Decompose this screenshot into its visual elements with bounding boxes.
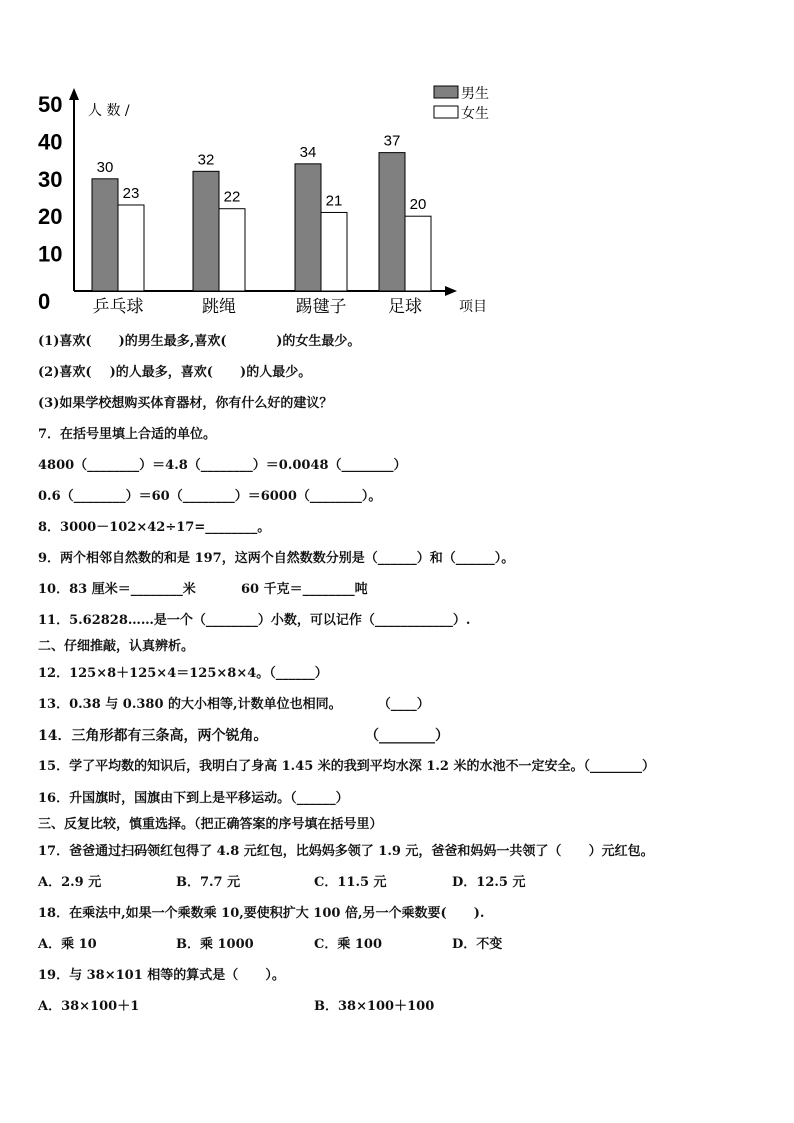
question-7: 7．在括号里填上合适的单位。: [38, 427, 217, 442]
data-label-boys-2: 34: [299, 143, 317, 161]
question-9: 9．两个相邻自然数的和是 197，这两个自然数数分别是（______）和（______）。: [38, 551, 515, 566]
question-17: 17．爸爸通过扫码领红包得了 4.8 元红包，比妈妈多领了 1.9 元，爸爸和妈妈一共领了（ ）元红包。: [38, 844, 654, 859]
question-7-line-1: 4800（________）＝4.8（________）＝0.0048（________）: [38, 458, 407, 473]
section-2-heading: 二、仔细推敲，认真辨析。: [38, 639, 195, 654]
y-tick-label-5: 50: [38, 92, 63, 117]
data-label-girls-0: 23: [122, 184, 140, 202]
x-tick-label-0: 乒乓球: [92, 297, 144, 317]
data-label-girls-2: 21: [325, 192, 343, 210]
q17-option-c: C．11.5 元: [314, 875, 387, 890]
question-14: 14．三角形都有三条高，两个锐角。 （________）: [38, 728, 449, 744]
question-sub-2: (2)喜欢( )的人最多，喜欢( )的人最少。: [38, 365, 312, 380]
q17-option-b: B．7.7 元: [176, 875, 241, 890]
y-tick-label-3: 30: [38, 166, 63, 192]
q19-option-a: A．38×100＋1: [38, 999, 140, 1014]
y-tick-label-2: 20: [38, 204, 63, 230]
data-label-girls-3: 20: [409, 196, 427, 214]
bar-girls-2: [321, 212, 347, 291]
data-label-boys-1: 32: [197, 151, 215, 169]
bar-boys-1: [193, 171, 219, 291]
question-sub-1: (1)喜欢( )的男生最多,喜欢( )的女生最少。: [38, 334, 361, 349]
section-3-heading: 三、反复比较，慎重选择。（把正确答案的序号填在括号里）: [38, 817, 383, 832]
y-axis-arrow: [69, 88, 79, 100]
q18-option-d: D．不变: [452, 937, 503, 952]
legend-label-0: 男生: [461, 86, 489, 102]
bar-girls-0: [118, 205, 144, 291]
bar-girls-3: [405, 216, 431, 291]
y-tick-label-4: 40: [38, 129, 63, 155]
question-18: 18．在乘法中,如果一个乘数乘 10,要使积扩大 100 倍,另一个乘数要( ).: [38, 906, 485, 921]
question-sub-3: (3)如果学校想购买体育器材，你有什么好的建议？: [38, 396, 333, 411]
bar-girls-1: [219, 209, 245, 291]
q19-option-b: B．38×100＋100: [314, 999, 435, 1014]
legend-swatch-0: [434, 86, 458, 98]
x-tick-label-3: 足球: [388, 297, 422, 317]
question-12: 12．125×8＋125×4＝125×8×4。（______）: [38, 666, 328, 681]
q18-option-a: A．乘 10: [38, 937, 97, 952]
question-7-line-2: 0.6（________）＝60（________）＝6000（________）。: [38, 489, 382, 504]
question-8: 8．3000－102×42÷17=________。: [38, 520, 271, 535]
y-tick-label-1: 10: [38, 241, 63, 267]
y-axis-label: 人 数 /: [88, 103, 130, 119]
bar-boys-0: [92, 179, 118, 291]
question-19: 19．与 38×101 相等的算式是（ ）。: [38, 968, 285, 983]
question-11: 11．5.62828……是一个（________）小数，可以记作（____________）.: [38, 613, 471, 628]
bar-chart: [0, 0, 794, 330]
legend-label-1: 女生: [461, 106, 489, 122]
data-label-boys-3: 37: [383, 132, 401, 150]
data-label-boys-0: 30: [96, 158, 114, 176]
x-tick-label-1: 跳绳: [202, 297, 236, 317]
question-10: 10．83 厘米＝________米 60 千克＝________吨: [38, 582, 368, 597]
question-13: 13．0.38 与 0.380 的大小相等,计数单位也相同。 （____）: [38, 697, 430, 712]
q18-option-c: C．乘 100: [314, 937, 383, 952]
x-tick-label-2: 踢毽子: [295, 297, 347, 317]
x-axis-label: 项目: [459, 299, 487, 315]
legend-swatch-1: [434, 106, 458, 118]
x-axis-arrow: [445, 286, 457, 296]
q17-option-a: A．2.9 元: [38, 875, 102, 890]
bar-boys-2: [295, 164, 321, 291]
bar-boys-3: [379, 153, 405, 291]
bar-chart-svg: [0, 0, 794, 330]
q18-option-b: B．乘 1000: [176, 937, 254, 952]
question-15: 15．学了平均数的知识后，我明白了身高 1.45 米的我到平均水深 1.2 米的水池不一定安全。（________）: [38, 759, 655, 774]
data-label-girls-1: 22: [223, 188, 241, 206]
q17-option-d: D．12.5 元: [452, 875, 526, 890]
question-16: 16．升国旗时，国旗由下到上是平移运动。（______）: [38, 791, 349, 806]
y-tick-label-0: 0: [38, 289, 51, 314]
